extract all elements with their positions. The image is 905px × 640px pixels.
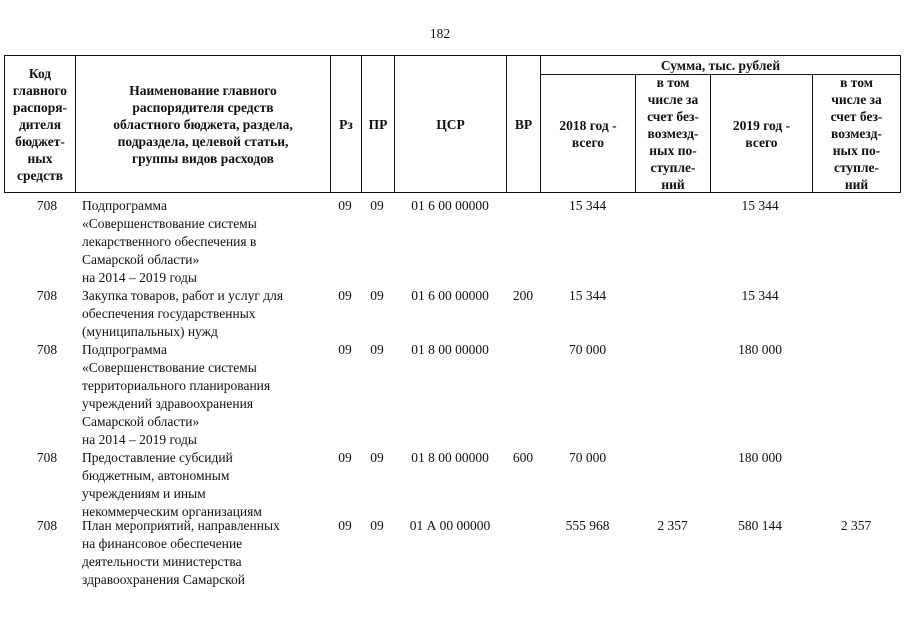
page-number: 182 [429,26,451,41]
row-pr: 09 [370,450,384,465]
row-name-line: территориального планирования [82,378,271,393]
row-csr: 01 8 00 00000 [411,342,489,357]
row-csr: 01 8 00 00000 [411,450,489,465]
row-name [82,341,327,449]
row-total-2019: 15 344 [741,198,779,213]
row-pr: 09 [370,198,384,213]
header-total-2019-line: 2019 год - [732,117,791,133]
header-incl-2018-line: ний [661,177,685,192]
row-name-line: учреждениям и иным [82,486,206,501]
row-code: 708 [36,198,58,213]
row-name-line: Подпрограмма [82,198,167,213]
header-incl-2018-line: возмезд- [647,126,699,141]
row-incl-2019: 2 357 [840,518,872,533]
header-sum [540,55,901,75]
row-name-line: учреждений здравоохранения [82,396,254,411]
header-code-line: дителя [18,116,62,132]
row-name-line: «Совершенствование системы [82,216,257,231]
row-total-2018: 555 968 [565,518,610,533]
row-name-line: деятельности министерства [82,554,242,569]
header-code-line: Код [28,65,52,81]
header-code-line: бюджет- [15,133,65,149]
header-code-line: главного [12,82,68,98]
row-total-2019: 180 000 [738,450,782,465]
row-pr: 09 [370,288,384,303]
header-name [75,55,331,193]
row-total-2019: 180 000 [738,342,782,357]
header-name-line: группы видов расходов [132,150,274,166]
row-total-2018: 70 000 [568,342,607,357]
row-name-line: лекарственного обеспечения в [82,234,257,249]
row-name-line: Самарской области» [82,414,200,429]
row-rz: 09 [338,518,352,533]
header-incl-2019-line: ний [844,177,869,192]
row-name-line: на финансовое обеспечение [82,536,243,551]
header-name-line: Наименование главного [129,82,277,98]
header-incl-2019-line: счет без- [830,109,883,124]
row-name-line: некоммерческим организациям [82,504,262,519]
header-code [4,55,76,193]
row-name [82,197,327,287]
header-csr [394,55,507,193]
row-total-2018: 15 344 [568,198,607,213]
row-vr: 600 [512,450,534,465]
row-name-line: бюджетным, автономным [82,468,230,483]
row-name-line: План мероприятий, направленных [82,518,280,533]
header-total-2018 [540,74,636,193]
row-name-line: Подпрограмма [82,342,167,357]
header-incl-2018 [635,74,711,193]
header-sum-label: Сумма, тыс. рублей [660,57,781,73]
row-rz: 09 [338,342,352,357]
header-incl-2018-line: ных по- [649,143,697,158]
header-total-2018-line: всего [571,134,605,150]
row-name-line: на 2014 – 2019 годы [82,432,197,447]
row-rz: 09 [338,288,352,303]
header-pr-label: ПР [368,116,388,132]
row-name [82,287,327,341]
row-name-line: «Совершенствование системы [82,360,257,375]
header-vr-label: ВР [514,116,533,132]
header-name-line: подраздела, целевой статьи, [117,133,289,149]
header-vr [506,55,541,193]
header-code-line: средств [16,167,64,183]
row-total-2018: 15 344 [568,288,607,303]
row-rz: 09 [338,450,352,465]
row-total-2018: 70 000 [568,450,607,465]
row-pr: 09 [370,518,384,533]
header-incl-2019-line: ных по- [832,143,881,158]
row-code: 708 [36,450,58,465]
header-rz [330,55,362,193]
row-csr: 01 А 00 00000 [409,518,491,533]
header-incl-2019-line: в том [840,75,873,90]
row-csr: 01 6 00 00000 [411,198,489,213]
row-name-line: (муниципальных) нужд [82,324,218,339]
header-incl-2018-line: ступле- [650,160,696,175]
header-pr [361,55,395,193]
row-code: 708 [36,518,58,533]
header-name-line: областного бюджета, раздела, [113,116,293,132]
row-total-2019: 580 144 [738,518,782,533]
row-name [82,449,327,521]
header-incl-2019-line: возмезд- [831,126,882,141]
row-csr: 01 6 00 00000 [411,288,489,303]
row-name-line: обеспечения государственных [82,306,256,321]
header-incl-2018-line: числе за [647,92,699,107]
row-name-line: Предоставление субсидий [82,450,233,465]
header-incl-2018-line: в том [656,75,690,90]
header-incl-2019 [812,74,901,193]
row-name-line: Самарской области» [82,252,200,267]
row-code: 708 [36,342,58,357]
row-vr: 200 [512,288,534,303]
header-code-line: ных [27,150,53,166]
header-incl-2018-line: счет без- [647,109,699,124]
header-total-2019-line: всего [745,134,778,150]
header-total-2018-line: 2018 год - [559,117,617,133]
row-pr: 09 [370,342,384,357]
header-code-line: распоря- [12,99,68,115]
header-incl-2019-line: числе за [831,92,882,107]
row-name-line: на 2014 – 2019 годы [82,270,197,285]
row-total-2019: 15 344 [741,288,779,303]
header-incl-2019-line: ступле- [833,160,880,175]
header-csr-label: ЦСР [436,116,465,132]
header-rz-label: Рз [339,116,353,132]
row-rz: 09 [338,198,352,213]
row-name [82,517,327,589]
row-name-line: Закупка товаров, работ и услуг для [82,288,284,303]
header-total-2019 [710,74,813,193]
header-name-line: распорядителя средств [132,99,274,115]
row-code: 708 [36,288,58,303]
row-incl-2018: 2 357 [657,518,688,533]
row-name-line: здравоохранения Самарской [82,572,245,587]
